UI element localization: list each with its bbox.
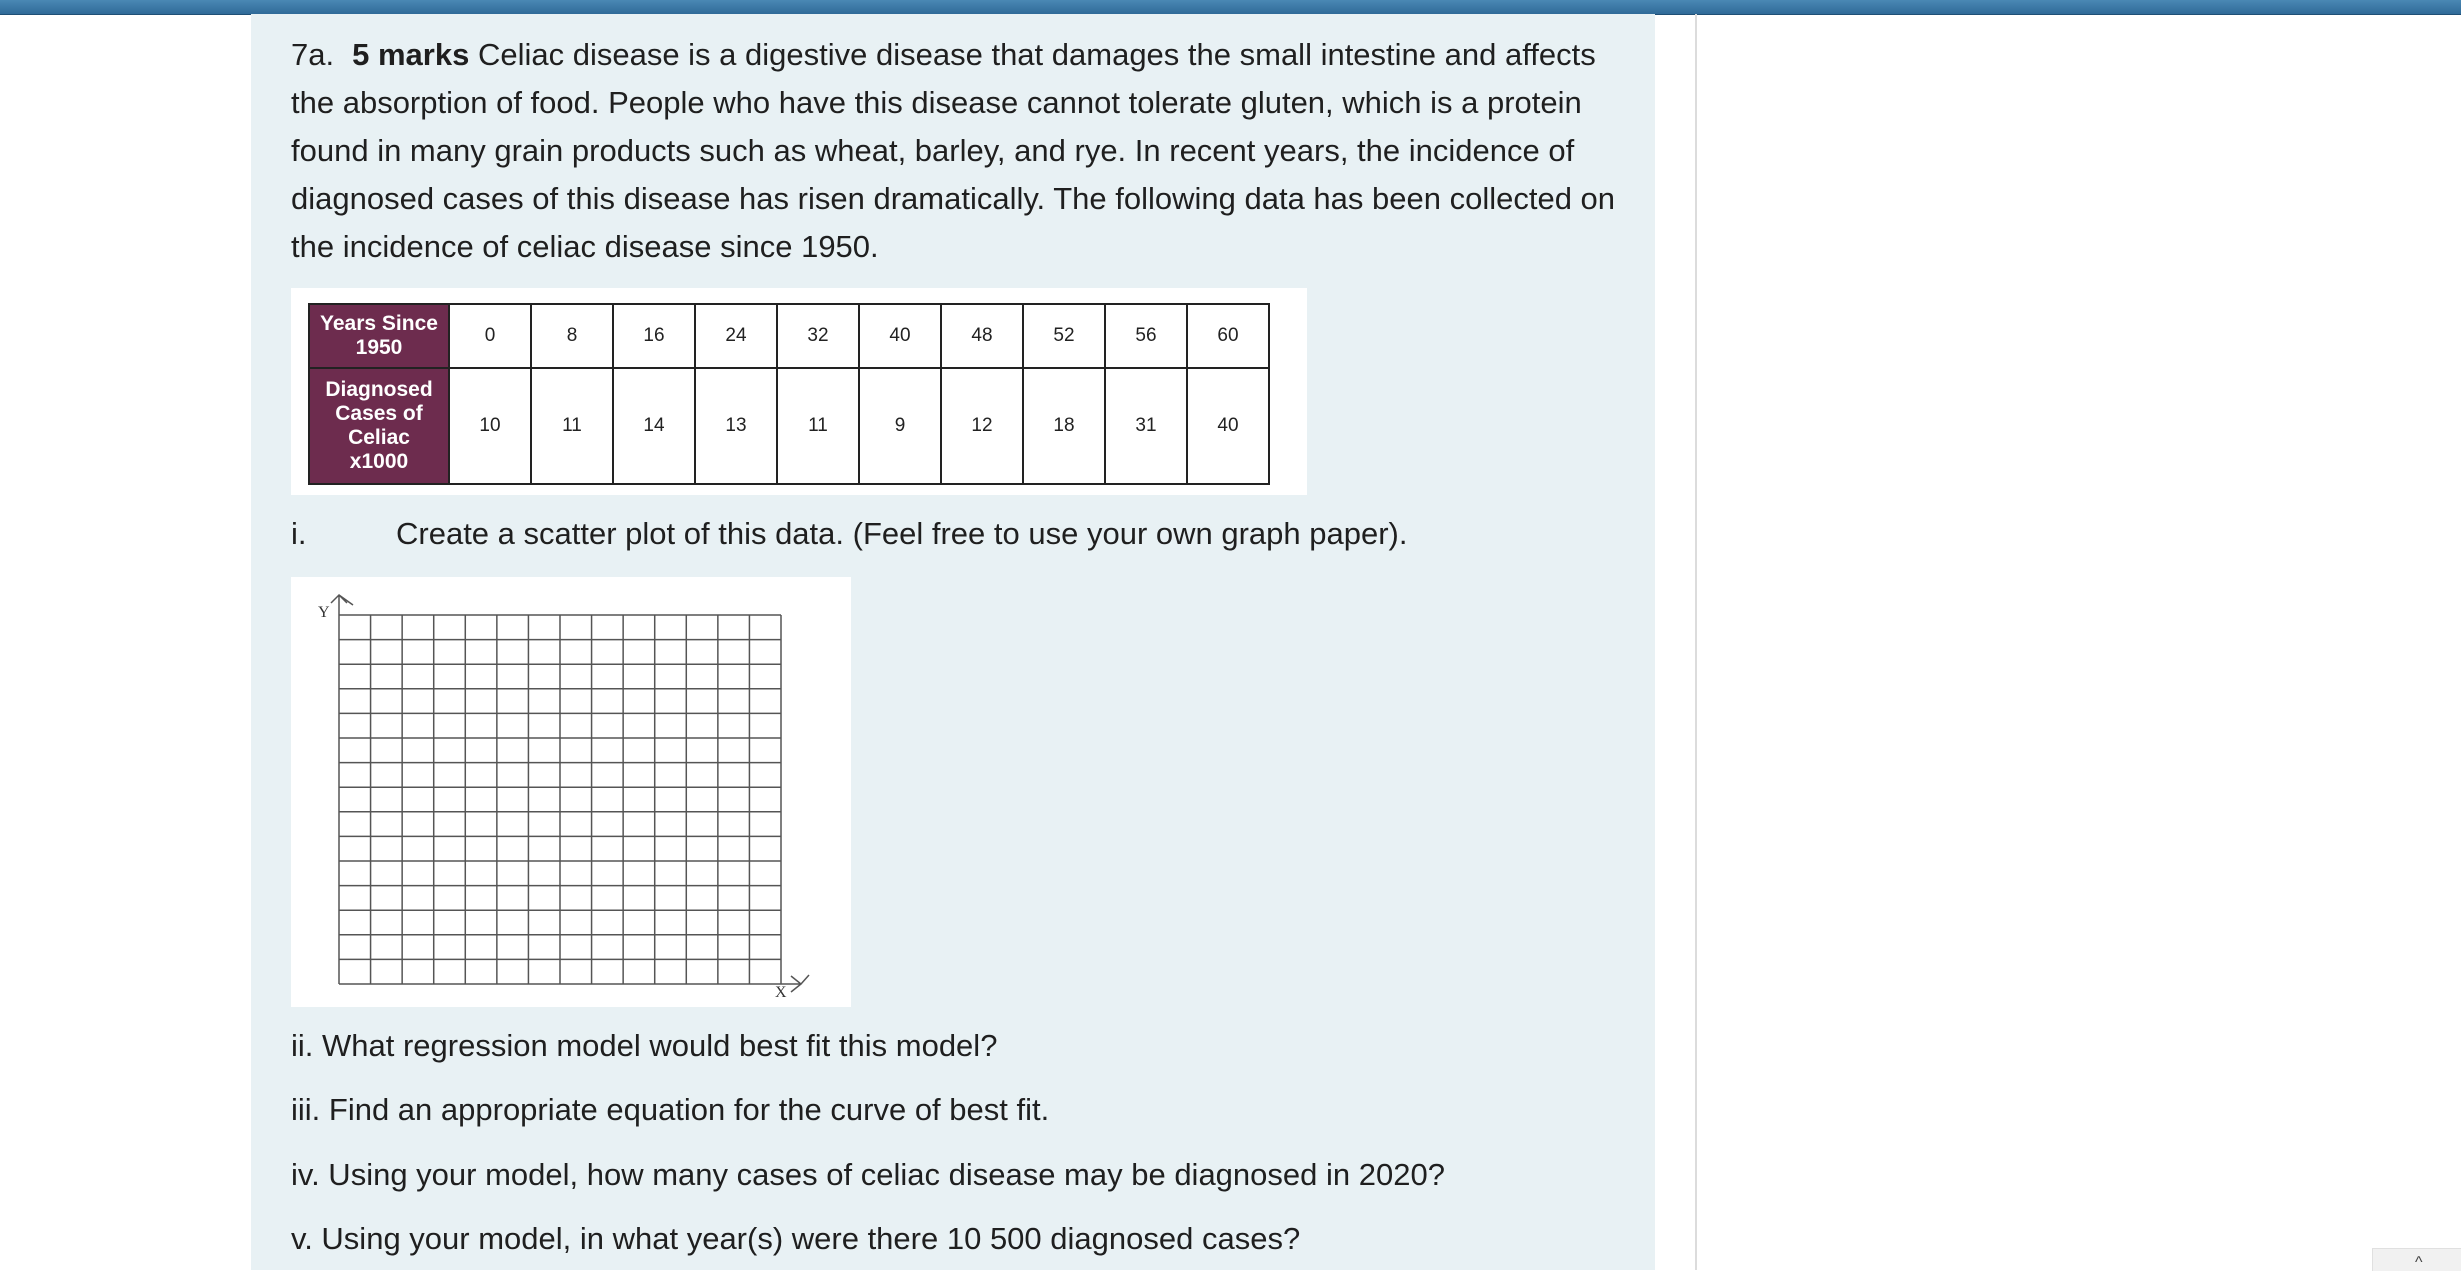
chevron-up-icon: ^ [2415,1254,2423,1271]
part-iii: iii. Find an appropriate equation for the curve of best fit. [291,1092,1050,1127]
table-cell: 31 [1105,368,1187,484]
table-cell: 16 [613,304,695,368]
table-cell: 0 [449,304,531,368]
table-cell: 40 [859,304,941,368]
part-i [291,516,1407,552]
grid-lines [339,615,781,984]
part-ii: ii. What regression model would best fit this model? [291,1028,998,1063]
table-cell: 18 [1023,368,1105,484]
table-cell: 14 [613,368,695,484]
table-cell: 13 [695,368,777,484]
table-cell: 32 [777,304,859,368]
table-cell: 11 [777,368,859,484]
part-iv: iv. Using your model, how many cases of celiac disease may be diagnosed in 2020? [291,1157,1445,1192]
table-cell: 60 [1187,304,1269,368]
table-row-cases [309,368,1269,484]
graph-grid [291,577,851,1007]
question-body: Celiac disease is a digestive disease that damages the small intestine and affects the absorption of food. People who have this disease cannot tolerate gluten, which is a protein found in many grain products such as wheat, barley, and rye. In recent years, the incidence of diagnosed cases of this disease has risen dramatically. The following data has been collected on the incidence of celiac disease since 1950. [291,37,1616,264]
table-cell: 52 [1023,304,1105,368]
table-header-cases: Diagnosed Cases of Celiac x1000 [309,368,449,484]
table-cell: 9 [859,368,941,484]
data-table [308,303,1270,485]
table-cell: 11 [531,368,613,484]
graph-paper [291,577,851,1007]
part-v: v. Using your model, in what year(s) were there 10 500 diagnosed cases? [291,1221,1301,1256]
part-i-number: i. [291,516,307,551]
table-cell: 24 [695,304,777,368]
data-table-card [291,288,1307,495]
table-cell: 56 [1105,304,1187,368]
table-cell: 48 [941,304,1023,368]
question-number: 7a. [291,37,335,72]
question-text [291,31,1621,271]
table-cell: 10 [449,368,531,484]
table-cell: 12 [941,368,1023,484]
part-i-text: Create a scatter plot of this data. (Feel free to use your own graph paper). [396,516,1408,551]
scroll-up-button[interactable] [2372,1248,2461,1271]
y-axis-arrow [331,595,353,615]
y-axis-label: Y [318,604,330,621]
table-header-years: Years Since 1950 [309,304,449,368]
x-axis-label: X [775,984,787,1001]
question-marks: 5 marks [352,37,470,72]
top-bar [0,0,2461,15]
table-row-years [309,304,1269,368]
table-cell: 8 [531,304,613,368]
table-cell: 40 [1187,368,1269,484]
right-divider [1695,14,1697,1270]
